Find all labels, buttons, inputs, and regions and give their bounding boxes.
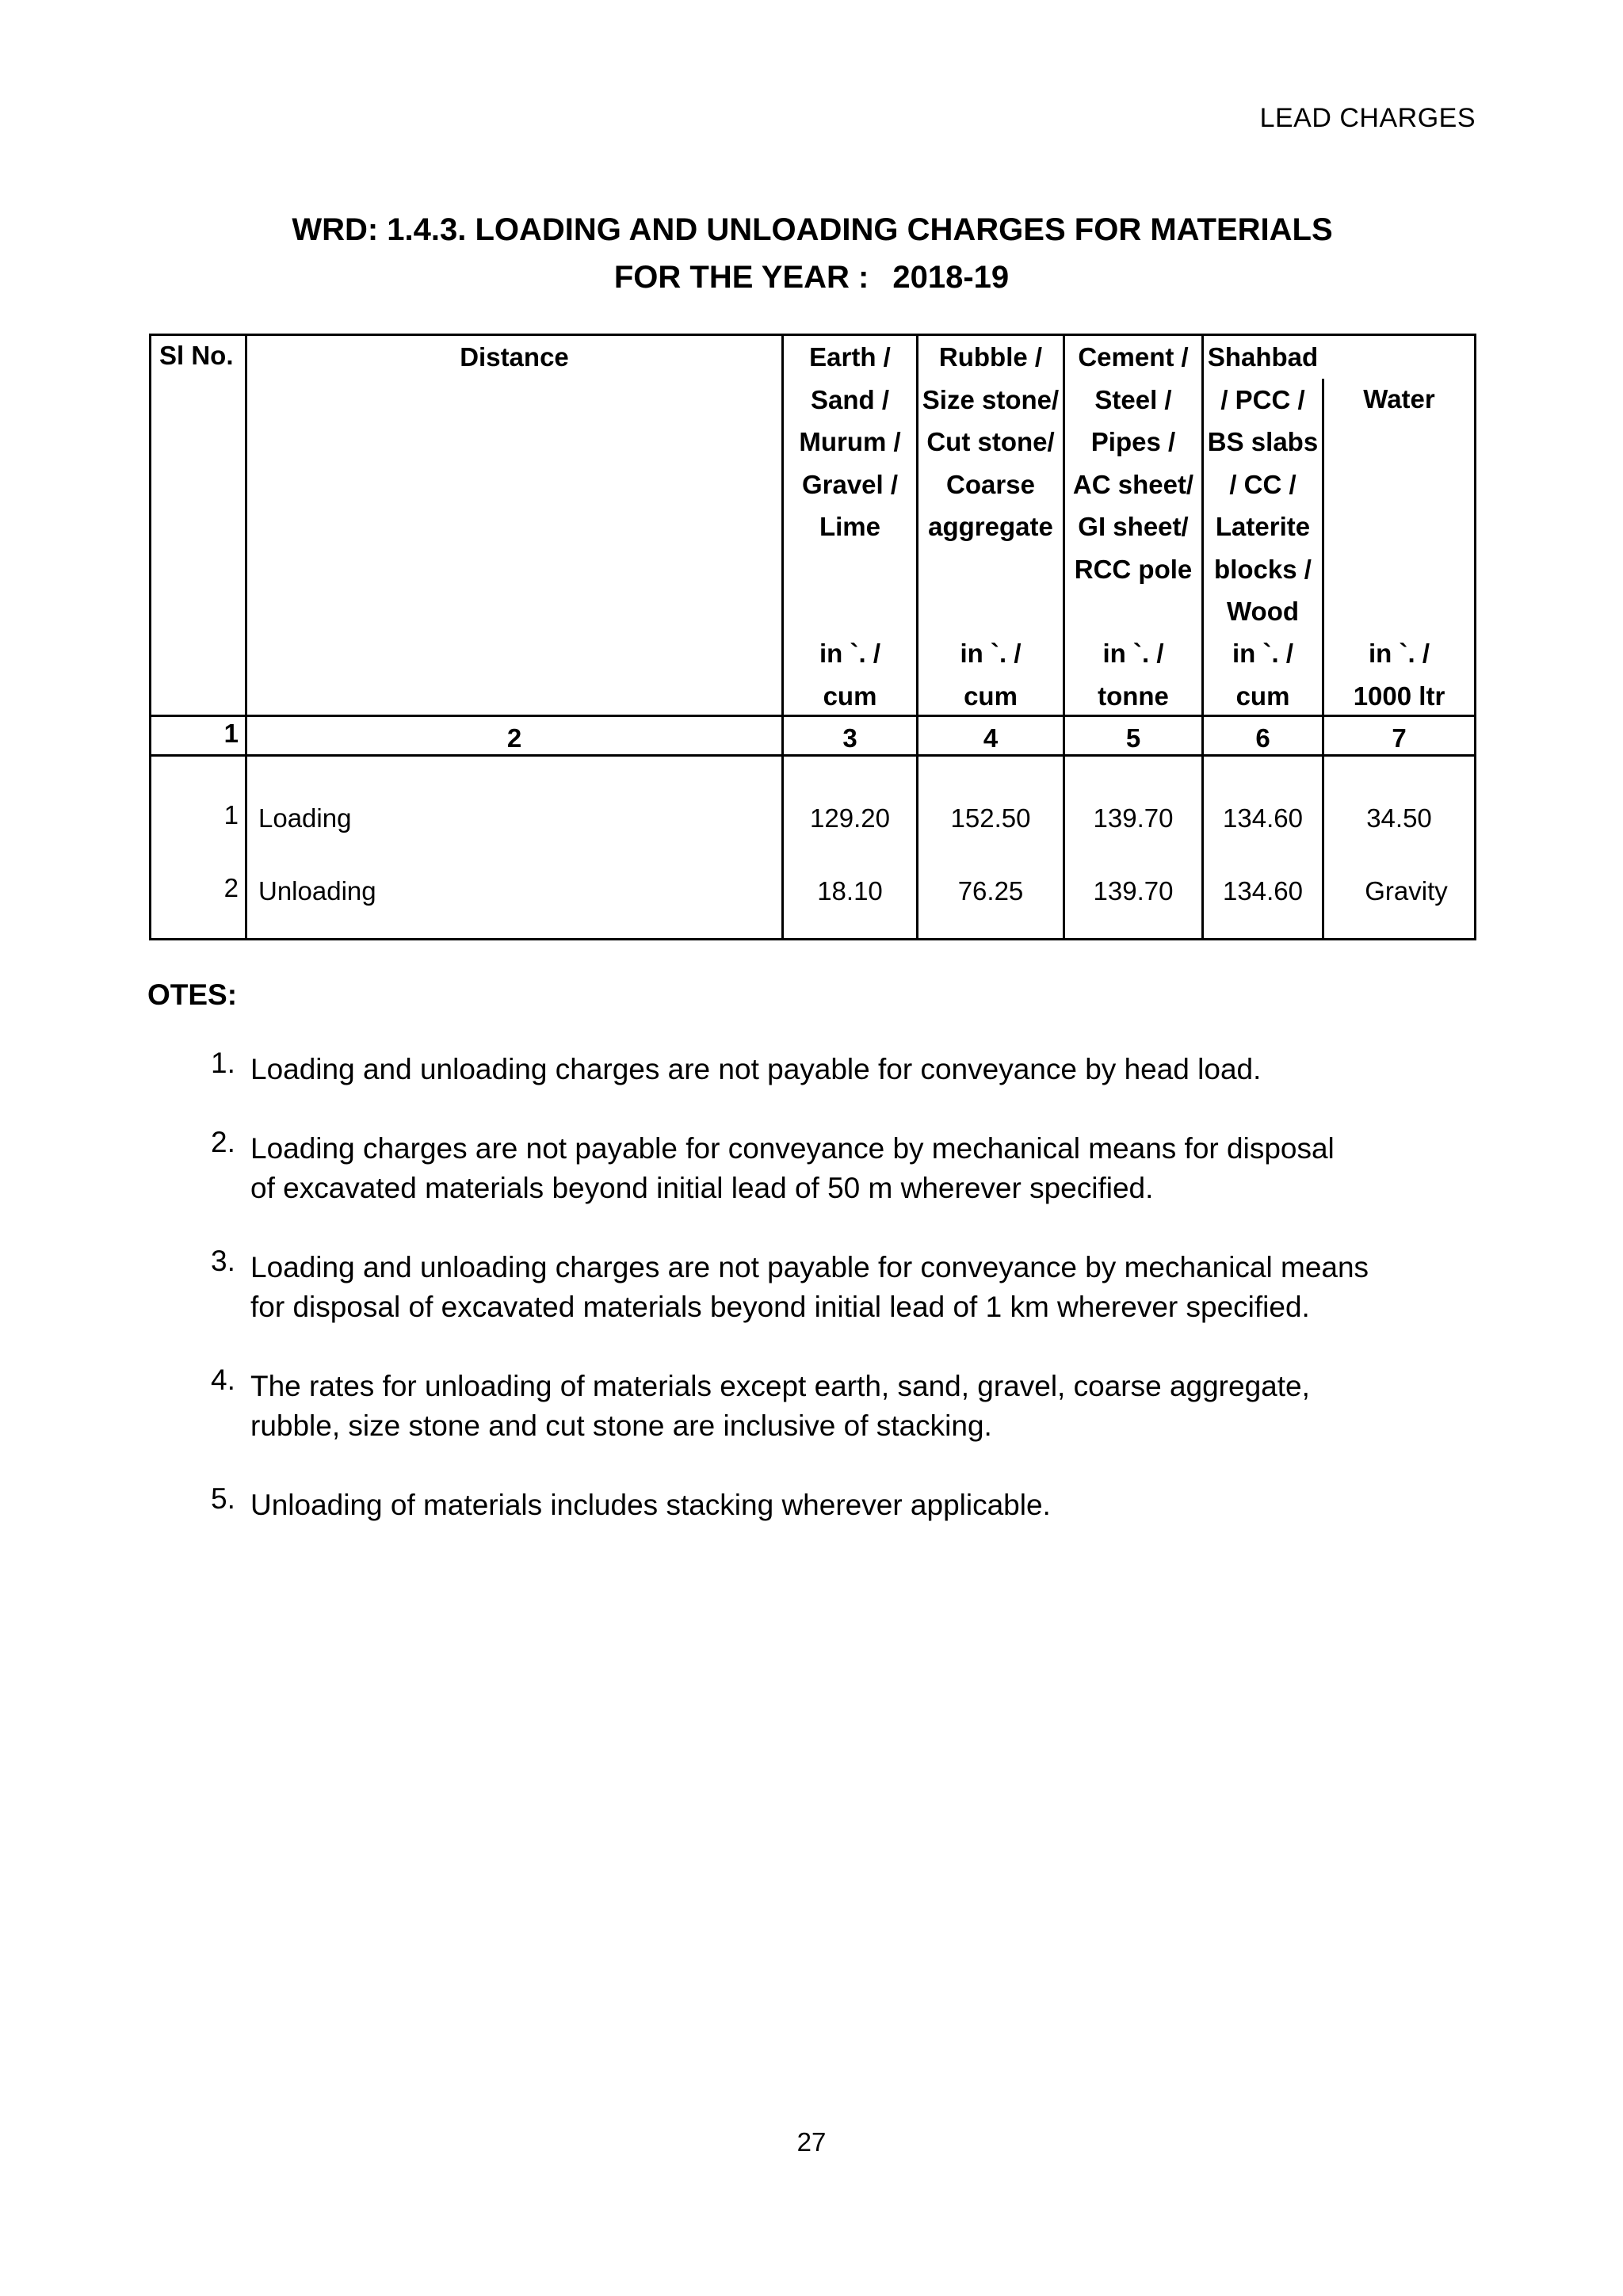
header-line: AC sheet/ xyxy=(1072,469,1194,499)
row-water: Gravity xyxy=(1365,876,1448,906)
header-line: Pipes / xyxy=(1090,427,1176,456)
header-rubble xyxy=(918,336,1063,548)
header-line: Water xyxy=(1363,384,1435,414)
col-number: 4 xyxy=(983,723,999,753)
header-line: Gravel / xyxy=(801,469,899,499)
header-line: Steel / xyxy=(1094,384,1172,414)
header-line: BS slabs xyxy=(1207,427,1319,456)
header-water xyxy=(1324,378,1474,421)
section-header: LEAD CHARGES xyxy=(1259,103,1476,133)
unit-line: cum xyxy=(964,681,1018,711)
header-shahbad xyxy=(1204,336,1322,633)
header-line: RCC pole xyxy=(1074,554,1193,584)
header-cement-unit xyxy=(1065,632,1201,717)
note-number: 4. xyxy=(211,1363,235,1396)
unit-line: 1000 ltr xyxy=(1353,681,1445,711)
unit-line: in `. / xyxy=(819,639,880,668)
header-line: Wood xyxy=(1226,597,1300,626)
header-line: Shahbad xyxy=(1207,342,1319,372)
header-line: Lime xyxy=(819,512,881,541)
note-text: Unloading of materials includes stacking wherever applicable. xyxy=(250,1489,1051,1521)
header-line: Murum / xyxy=(799,427,901,456)
header-line: Cement / xyxy=(1078,342,1189,372)
notes-heading: OTES: xyxy=(147,978,238,1011)
note-number: 1. xyxy=(211,1047,235,1079)
header-line: Laterite xyxy=(1215,512,1311,541)
col-number: 2 xyxy=(506,723,522,753)
note-text: for disposal of excavated materials beyond initial lead of 1 km wherever specified. xyxy=(250,1291,1310,1323)
unit-line: in `. / xyxy=(1102,639,1164,668)
row-shahbad: 134.60 xyxy=(1223,876,1303,906)
header-line: / PCC / xyxy=(1220,384,1305,414)
col-number: 6 xyxy=(1255,723,1270,753)
col-number: 1 xyxy=(223,719,239,748)
note-text: Loading and unloading charges are not payable for conveyance by mechanical means xyxy=(250,1251,1369,1283)
row-earth: 18.10 xyxy=(817,876,883,906)
col-number: 3 xyxy=(842,723,857,753)
unit-line: in `. / xyxy=(1232,639,1293,668)
header-line: GI sheet/ xyxy=(1078,512,1189,541)
row-earth: 129.20 xyxy=(810,803,890,833)
header-sl-no: Sl No. xyxy=(159,341,234,370)
row-shahbad: 134.60 xyxy=(1223,803,1303,833)
unit-line: in `. / xyxy=(960,639,1022,668)
header-earth-unit xyxy=(784,632,916,717)
year-label: FOR THE YEAR : xyxy=(613,260,869,295)
row-cement: 139.70 xyxy=(1093,803,1174,833)
note-text: of excavated materials beyond initial lead of 50 m wherever specified. xyxy=(250,1172,1154,1204)
header-line: blocks / xyxy=(1214,554,1312,584)
note-text: rubble, size stone and cut stone are inclusive of stacking. xyxy=(250,1409,992,1442)
header-line: Rubble / xyxy=(938,342,1043,372)
header-line: aggregate xyxy=(928,512,1053,541)
header-line: Sand / xyxy=(810,384,890,414)
page-number: 27 xyxy=(796,2127,827,2157)
year-value: 2018-19 xyxy=(892,260,1010,295)
unit-line: in `. / xyxy=(1369,639,1430,668)
header-shahbad-unit xyxy=(1204,632,1322,717)
page-title: WRD: 1.4.3. LOADING AND UNLOADING CHARGES FOR MATERIALS xyxy=(292,212,1333,247)
header-line: Earth / xyxy=(809,342,891,372)
note-number: 5. xyxy=(211,1482,235,1515)
row-sl-no: 2 xyxy=(223,873,239,902)
row-sl-no: 1 xyxy=(223,800,239,830)
header-distance: Distance xyxy=(460,342,569,372)
unit-line: cum xyxy=(1235,681,1290,711)
header-cement xyxy=(1065,336,1201,590)
row-cement: 139.70 xyxy=(1093,876,1174,906)
row-water: 34.50 xyxy=(1366,803,1432,833)
col-number: 7 xyxy=(1392,723,1407,753)
note-number: 3. xyxy=(211,1245,235,1277)
note-text: The rates for unloading of materials except earth, sand, gravel, coarse aggregate, xyxy=(250,1370,1310,1402)
header-earth xyxy=(784,336,916,548)
header-line: Coarse xyxy=(946,469,1035,499)
charges-table xyxy=(149,334,1476,940)
header-rubble-unit xyxy=(918,632,1063,717)
header-line: Cut stone/ xyxy=(926,427,1055,456)
header-water-unit xyxy=(1324,632,1474,717)
col-number: 5 xyxy=(1125,723,1141,753)
note-text: Loading charges are not payable for conveyance by mechanical means for disposal xyxy=(250,1132,1335,1165)
row-rubble: 76.25 xyxy=(957,876,1024,906)
row-rubble: 152.50 xyxy=(950,803,1031,833)
header-line: Size stone/ xyxy=(922,384,1060,414)
row-distance: Unloading xyxy=(258,876,376,906)
note-number: 2. xyxy=(211,1126,235,1158)
header-line: / CC / xyxy=(1229,469,1296,499)
row-distance: Loading xyxy=(258,803,352,833)
year-line xyxy=(0,260,1623,296)
unit-line: tonne xyxy=(1098,681,1169,711)
unit-line: cum xyxy=(823,681,877,711)
note-text: Loading and unloading charges are not payable for conveyance by head load. xyxy=(250,1053,1262,1085)
